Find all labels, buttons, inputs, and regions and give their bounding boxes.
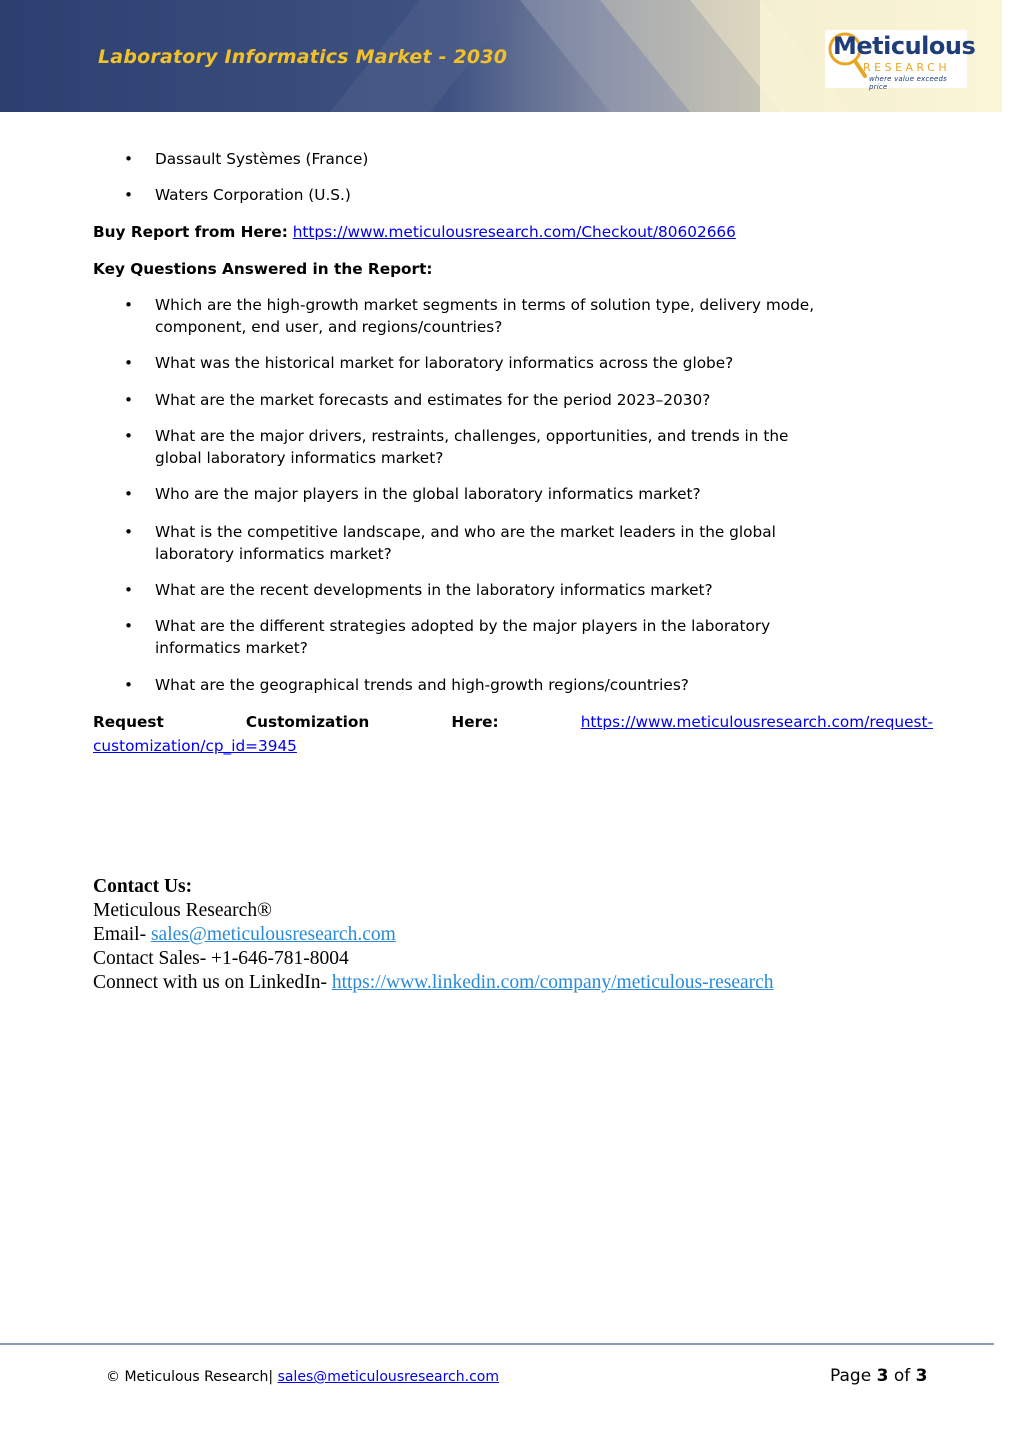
request-customization-link[interactable]: https://www.meticulousresearch.com/request- xyxy=(580,713,933,731)
list-item xyxy=(93,615,933,659)
question-text: What are the major drivers, restraints, challenges, opportunities, and trends in the global laboratory informatics market? xyxy=(155,427,789,467)
request-customization-line xyxy=(93,711,933,733)
question-text: Who are the major players in the global laboratory informatics market? xyxy=(155,485,701,503)
list-item xyxy=(93,483,933,505)
bullet-icon: • xyxy=(124,676,134,694)
logo-wordmark: Meticulous xyxy=(833,32,976,60)
question-text: What is the competitive landscape, and who are the market leaders in the global laboratory informatics market? xyxy=(155,523,776,563)
question-text: What was the historical market for laboratory informatics across the globe? xyxy=(155,354,734,372)
bullet-icon: • xyxy=(124,485,134,503)
question-text: Which are the high-growth market segments in terms of solution type, delivery mode, component, end user, and regions/countries? xyxy=(155,296,815,336)
buy-report-line xyxy=(93,221,933,243)
logo-tagline: where value exceeds price xyxy=(869,75,948,91)
question-text: What are the different strategies adopted by the major players in the laboratory informatics market? xyxy=(155,617,771,657)
email-link[interactable]: sales@meticulousresearch.com xyxy=(150,924,396,945)
buy-report-label: Buy Report from Here: xyxy=(93,223,288,241)
list-item xyxy=(93,521,933,565)
company-name: Waters Corporation (U.S.) xyxy=(155,186,351,204)
buy-report-link[interactable]: https://www.meticulousresearch.com/Checkout/80602666 xyxy=(292,223,736,241)
header-banner xyxy=(0,0,1002,112)
linkedin-line xyxy=(93,971,774,995)
key-questions-heading: Key Questions Answered in the Report: xyxy=(93,260,433,278)
of-word: of xyxy=(893,1366,911,1386)
footer-email-link[interactable]: sales@meticulousresearch.com xyxy=(277,1369,499,1385)
request-label-word: Customization xyxy=(245,713,370,731)
footer-divider xyxy=(0,1343,994,1345)
question-text: What are the geographical trends and high-growth regions/countries? xyxy=(155,676,689,694)
list-item xyxy=(93,148,933,170)
bullet-icon: • xyxy=(124,581,134,599)
bullet-icon: • xyxy=(124,391,134,409)
email-label: Email- xyxy=(93,924,147,945)
total-pages: 3 xyxy=(915,1366,928,1386)
header-title: Laboratory Informatics Market - 2030 xyxy=(98,46,508,68)
bullet-icon: • xyxy=(124,186,134,204)
linkedin-label: Connect with us on LinkedIn- xyxy=(93,972,327,993)
request-label-word: Request xyxy=(93,713,164,731)
bullet-icon: • xyxy=(124,354,134,372)
meticulous-logo xyxy=(825,30,976,91)
bullet-icon: • xyxy=(124,427,134,445)
request-customization-link-cont xyxy=(93,735,297,757)
contact-block xyxy=(93,875,774,995)
current-page: 3 xyxy=(876,1366,889,1386)
list-item xyxy=(93,579,933,601)
company-name: Dassault Systèmes (France) xyxy=(155,150,369,168)
copyright-text: © Meticulous Research| xyxy=(106,1369,274,1385)
page-number xyxy=(830,1365,927,1387)
email-line xyxy=(93,923,774,947)
question-text: What are the recent developments in the laboratory informatics market? xyxy=(155,581,713,599)
linkedin-link[interactable]: https://www.linkedin.com/company/meticulous-research xyxy=(331,972,774,993)
contact-heading: Contact Us: xyxy=(93,876,193,897)
company-line: Meticulous Research® xyxy=(93,900,272,921)
logo-subtitle: RESEARCH xyxy=(863,61,951,74)
list-item xyxy=(93,294,933,338)
page-word: Page xyxy=(830,1366,872,1386)
sales-line: Contact Sales- +1-646-781-8004 xyxy=(93,948,349,969)
bullet-icon: • xyxy=(124,617,134,635)
bullet-icon: • xyxy=(124,296,134,314)
list-item xyxy=(93,674,933,696)
bullet-icon: • xyxy=(124,523,134,541)
request-customization-link[interactable]: customization/cp_id=3945 xyxy=(93,737,297,755)
footer-copyright xyxy=(106,1367,499,1387)
list-item xyxy=(93,352,933,374)
question-text: What are the market forecasts and estimates for the period 2023–2030? xyxy=(155,391,711,409)
list-item xyxy=(93,389,933,411)
list-item xyxy=(93,184,933,206)
list-item xyxy=(93,425,933,469)
request-label-word: Here: xyxy=(451,713,499,731)
bullet-icon: • xyxy=(124,150,134,168)
